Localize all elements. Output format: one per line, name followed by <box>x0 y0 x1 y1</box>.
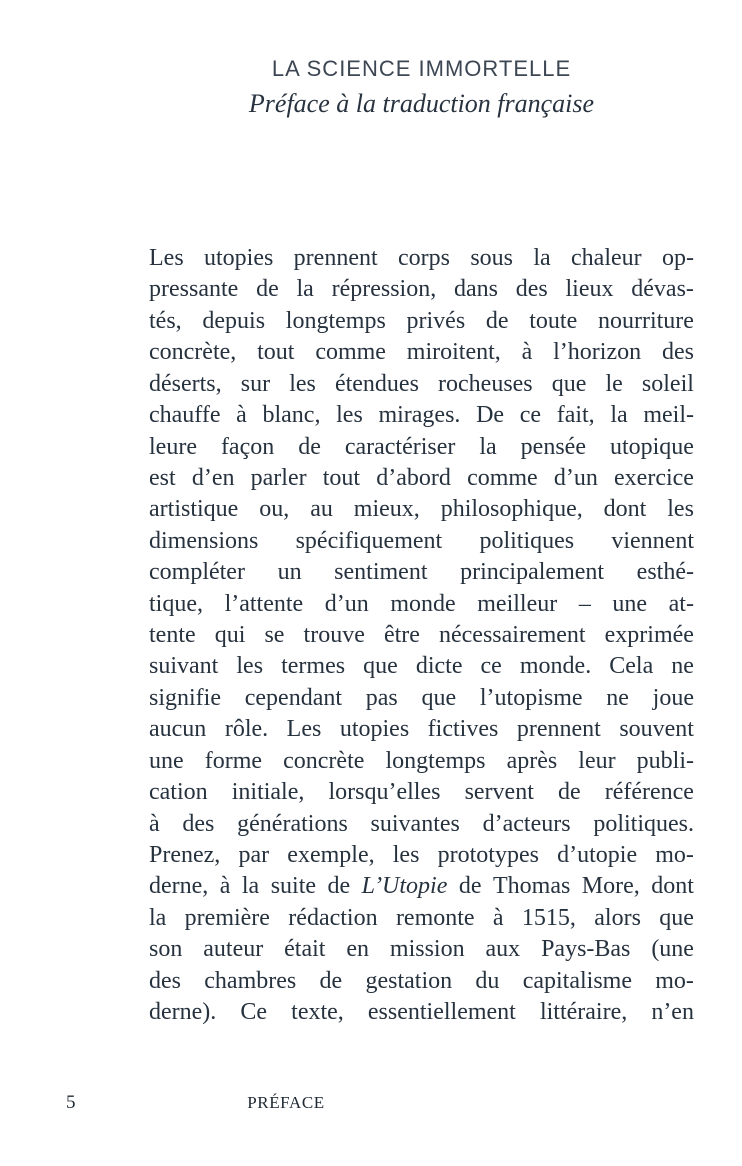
word: fictives <box>427 716 499 743</box>
word: lorsqu’elles <box>328 779 441 806</box>
word: exemple, <box>287 842 375 869</box>
word: la <box>533 245 551 271</box>
word: mieux, <box>353 496 420 523</box>
word: d’utopie <box>557 842 638 869</box>
word: des <box>661 339 694 366</box>
word: suite <box>270 873 317 900</box>
word: suivant <box>149 653 219 680</box>
word: corps <box>397 245 450 271</box>
word: longtemps <box>285 307 386 334</box>
word: De <box>476 402 505 429</box>
word: dicte <box>415 653 463 680</box>
word: d’abord <box>376 464 451 491</box>
word: à <box>236 402 247 429</box>
word: sous <box>470 245 513 271</box>
body-line <box>149 526 694 557</box>
word: l’attente <box>224 590 304 617</box>
body-line <box>149 589 694 620</box>
word: la <box>241 873 260 900</box>
word: ne <box>671 653 694 680</box>
word: que <box>363 653 398 680</box>
word: est <box>149 464 176 491</box>
word: tout <box>322 464 361 491</box>
word: une <box>149 747 184 774</box>
word: était <box>284 936 326 963</box>
word: son <box>149 936 183 963</box>
body-line <box>149 620 694 651</box>
word: pensée <box>520 433 586 460</box>
word: à <box>492 904 504 931</box>
word: suivantes <box>370 810 460 837</box>
word: le <box>605 370 623 397</box>
word: concrète <box>283 747 365 774</box>
word: par <box>238 842 270 869</box>
word: capitalisme <box>522 967 632 994</box>
word: à <box>521 339 533 366</box>
word: dévas- <box>631 276 694 303</box>
word: l’horizon <box>553 339 642 366</box>
word: Thomas <box>492 873 571 900</box>
word: derne). <box>149 999 217 1026</box>
word: à <box>219 873 231 900</box>
word: servent <box>464 779 534 806</box>
word: répression, <box>331 276 437 303</box>
word: de <box>319 967 343 994</box>
word: More, <box>581 873 640 900</box>
word: de <box>298 433 321 460</box>
word: meilleur <box>477 590 558 617</box>
word: les <box>289 370 316 397</box>
word: 1515, <box>521 904 576 931</box>
body-line <box>149 400 694 431</box>
word: de <box>485 307 509 334</box>
word: spécifiquement <box>295 527 443 554</box>
word: privés <box>406 307 466 334</box>
word: depuis <box>202 307 266 334</box>
word: auteur <box>203 936 264 963</box>
word: op- <box>661 245 694 271</box>
running-title: PRÉFACE <box>247 1093 325 1112</box>
body-line <box>149 557 694 588</box>
word: les <box>336 402 363 429</box>
word: comme <box>315 339 386 366</box>
chapter-title: LA SCIENCE IMMORTELLE <box>271 56 572 81</box>
word: de <box>256 276 279 303</box>
word: aux <box>485 936 521 963</box>
word: Les <box>286 716 322 743</box>
word: référence <box>604 779 694 806</box>
word: littéraire, <box>539 999 628 1026</box>
body-line <box>149 871 694 902</box>
body-line <box>149 369 694 400</box>
body-line <box>149 274 694 305</box>
word: Cela <box>609 653 654 680</box>
word: utopique <box>609 433 694 460</box>
word: au <box>310 496 333 523</box>
word: chauffe <box>149 402 221 429</box>
word: mirages. <box>378 402 461 429</box>
word: l’utopisme <box>479 684 583 711</box>
word: façon <box>220 433 275 460</box>
word: publi- <box>636 747 694 774</box>
word: en <box>346 936 369 963</box>
word: des <box>182 810 215 837</box>
word: mission <box>389 936 465 963</box>
word: tout <box>257 339 295 366</box>
word: ne <box>606 684 629 711</box>
word: fait, <box>556 402 595 429</box>
word: monde <box>390 590 456 617</box>
word: compléter <box>149 559 245 586</box>
word: Pays-Bas <box>541 936 631 963</box>
word: les <box>392 842 420 869</box>
word: première <box>184 904 270 931</box>
word: L’Utopie <box>361 873 448 900</box>
word: rédaction <box>288 904 378 931</box>
word: dont <box>651 873 694 900</box>
word: parler <box>250 464 307 491</box>
body-line <box>149 997 694 1028</box>
word: que <box>551 370 587 397</box>
chapter-subtitle: Préface à la traduction française <box>248 89 595 118</box>
word: d’en <box>191 464 235 491</box>
word: prennent <box>293 245 378 271</box>
word: la <box>610 402 628 429</box>
word: toute <box>529 307 578 334</box>
word: se <box>264 622 285 649</box>
word: les <box>667 496 694 523</box>
word: sentiment <box>334 559 428 586</box>
word: Prenez, <box>149 842 221 869</box>
word: caractériser <box>344 433 456 460</box>
word: derne, <box>149 873 209 900</box>
word: at- <box>668 590 694 617</box>
page-number: 5 <box>66 1092 76 1113</box>
word: gestation <box>365 967 453 994</box>
word: qui <box>214 622 246 649</box>
word: essentiellement <box>367 999 516 1026</box>
word: exprimée <box>604 622 694 649</box>
word: aucun <box>149 716 207 743</box>
word: leur <box>578 747 616 774</box>
word: mo- <box>655 842 694 869</box>
word: concrète, <box>149 339 237 366</box>
word: artistique <box>149 496 239 523</box>
word: n’en <box>651 999 694 1026</box>
word: ou, <box>259 496 290 523</box>
word: ce <box>480 653 502 680</box>
word: soleil <box>641 370 694 397</box>
body-line <box>149 809 694 840</box>
body-line <box>149 777 694 808</box>
word: comme <box>467 464 538 491</box>
word: du <box>475 967 500 994</box>
word: initiale, <box>231 779 305 806</box>
word: un <box>277 559 302 586</box>
body-line <box>149 934 694 965</box>
word: dans <box>453 276 498 303</box>
word: générations <box>237 810 348 837</box>
word: tente <box>149 622 196 649</box>
word: prennent <box>516 716 601 743</box>
word: joue <box>652 684 694 711</box>
word: après <box>506 747 558 774</box>
word: politiques <box>479 527 575 554</box>
word: de <box>557 779 581 806</box>
word: ce <box>519 402 542 429</box>
word: leure <box>149 433 197 460</box>
word: à <box>149 810 160 837</box>
word: que <box>421 684 457 711</box>
word: de <box>327 873 351 900</box>
word: tique, <box>149 590 203 617</box>
word: chaleur <box>571 245 642 271</box>
word: longtemps <box>385 747 486 774</box>
word: principalement <box>460 559 605 586</box>
word: Les <box>149 245 184 271</box>
word: blanc, <box>262 402 321 429</box>
word: la <box>479 433 497 460</box>
word: être <box>383 622 420 649</box>
body-line <box>149 651 694 682</box>
body-line <box>149 243 694 274</box>
word: sur <box>240 370 271 397</box>
body-line <box>149 966 694 997</box>
word: mo- <box>655 967 694 994</box>
word: utopies <box>339 716 410 743</box>
body-text <box>149 243 694 1029</box>
body-line <box>149 903 694 934</box>
word: pas <box>365 684 398 711</box>
word: de <box>458 873 482 900</box>
word: des <box>149 967 181 994</box>
word: que <box>659 904 694 931</box>
body-line <box>149 494 694 525</box>
word: la <box>149 904 167 931</box>
word: politiques. <box>593 810 694 837</box>
word: des <box>515 276 548 303</box>
word: trouve <box>303 622 365 649</box>
word: (une <box>651 936 694 963</box>
word: Ce <box>240 999 268 1026</box>
word: exercice <box>614 464 694 491</box>
word: souvent <box>619 716 694 743</box>
word: miroitent, <box>406 339 501 366</box>
word: dont <box>603 496 647 523</box>
body-line <box>149 714 694 745</box>
word: lieux <box>565 276 614 303</box>
body-line <box>149 840 694 871</box>
word: d’acteurs <box>482 810 571 837</box>
word: viennent <box>611 527 694 554</box>
word: signifie <box>149 684 221 711</box>
word: prototypes <box>437 842 539 869</box>
word: tés, <box>149 307 182 334</box>
word: esthé- <box>636 559 694 586</box>
word: dimensions <box>149 527 259 554</box>
word: utopies <box>204 245 274 271</box>
word: – <box>578 590 591 617</box>
word: cation <box>149 779 208 806</box>
word: les <box>236 653 264 680</box>
body-line <box>149 463 694 494</box>
word: philosophique, <box>440 496 583 523</box>
word: meil- <box>643 402 694 429</box>
word: termes <box>281 653 346 680</box>
word: déserts, <box>149 370 222 397</box>
word: pressante <box>149 276 239 303</box>
word: forme <box>204 747 263 774</box>
body-line <box>149 432 694 463</box>
word: remonte <box>395 904 475 931</box>
word: nécessairement <box>438 622 586 649</box>
body-line <box>149 746 694 777</box>
word: texte, <box>291 999 344 1026</box>
word: nourriture <box>597 307 694 334</box>
word: la <box>296 276 314 303</box>
body-line <box>149 337 694 368</box>
word: d’un <box>324 590 369 617</box>
word: rôle. <box>224 716 269 743</box>
word: monde. <box>519 653 592 680</box>
word: alors <box>594 904 641 931</box>
word: une <box>612 590 648 617</box>
body-line <box>149 683 694 714</box>
word: rocheuses <box>438 370 533 397</box>
word: chambres <box>204 967 297 994</box>
word: cependant <box>244 684 343 711</box>
word: étendues <box>334 370 419 397</box>
body-line <box>149 306 694 337</box>
word: d’un <box>553 464 598 491</box>
